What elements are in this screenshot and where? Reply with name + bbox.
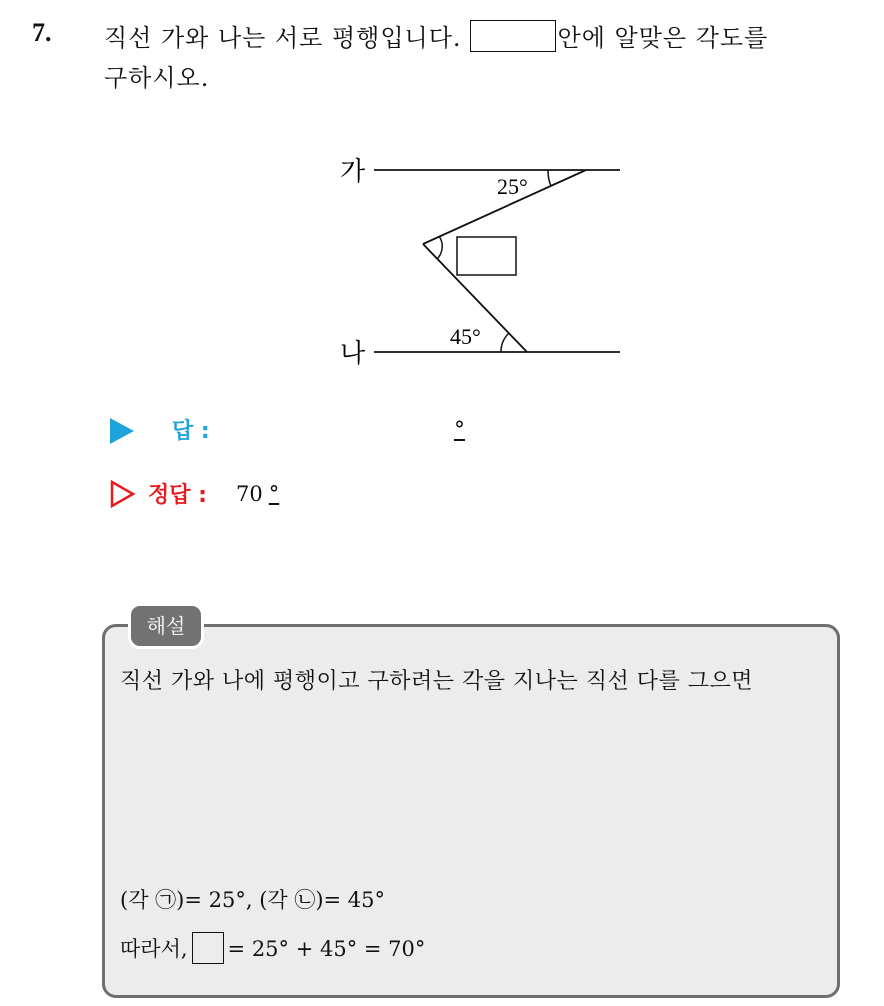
question-number: 7. (32, 18, 52, 47)
question-text-before: 직선 가와 나는 서로 평행입니다. (104, 24, 462, 52)
label-na: 나 (340, 339, 366, 369)
solution-line2: (각 ㉠)= 25°, (각 ㉡)= 45° (120, 888, 386, 912)
unknown-angle-box (457, 237, 516, 275)
solution-line3-prefix: 따라서, (120, 937, 188, 961)
label-angle-45: 45° (450, 324, 481, 349)
arc-angle-top (548, 170, 551, 186)
play-triangle-icon (110, 418, 134, 444)
label-ga: 가 (340, 157, 366, 187)
question-text-line2: 구하시오. (104, 64, 210, 92)
label-angle-25: 25° (497, 174, 528, 199)
arc-angle-unknown (437, 236, 442, 259)
solution-blank-box (192, 932, 224, 964)
outline-triangle-icon (110, 480, 136, 508)
solution-tag: 해설 (128, 603, 204, 649)
answer-unit[interactable]: ° (454, 418, 465, 443)
question-text-after: 안에 알맞은 각도를 (557, 24, 769, 52)
answer-label: 답 : (172, 419, 210, 444)
correct-answer-value-wrap (236, 482, 279, 506)
solution-line1: 직선 가와 나에 평행이고 구하려는 각을 지나는 직선 다를 그으면 (120, 669, 753, 694)
arc-angle-bottom (501, 333, 509, 352)
correct-answer-label: 정답 : (148, 483, 207, 508)
correct-answer-unit: ° (268, 482, 280, 506)
solution-line3 (120, 932, 425, 964)
correct-answer-value: 70 (236, 482, 263, 506)
solution-line3-suffix: = 25° + 45° = 70° (227, 937, 426, 961)
